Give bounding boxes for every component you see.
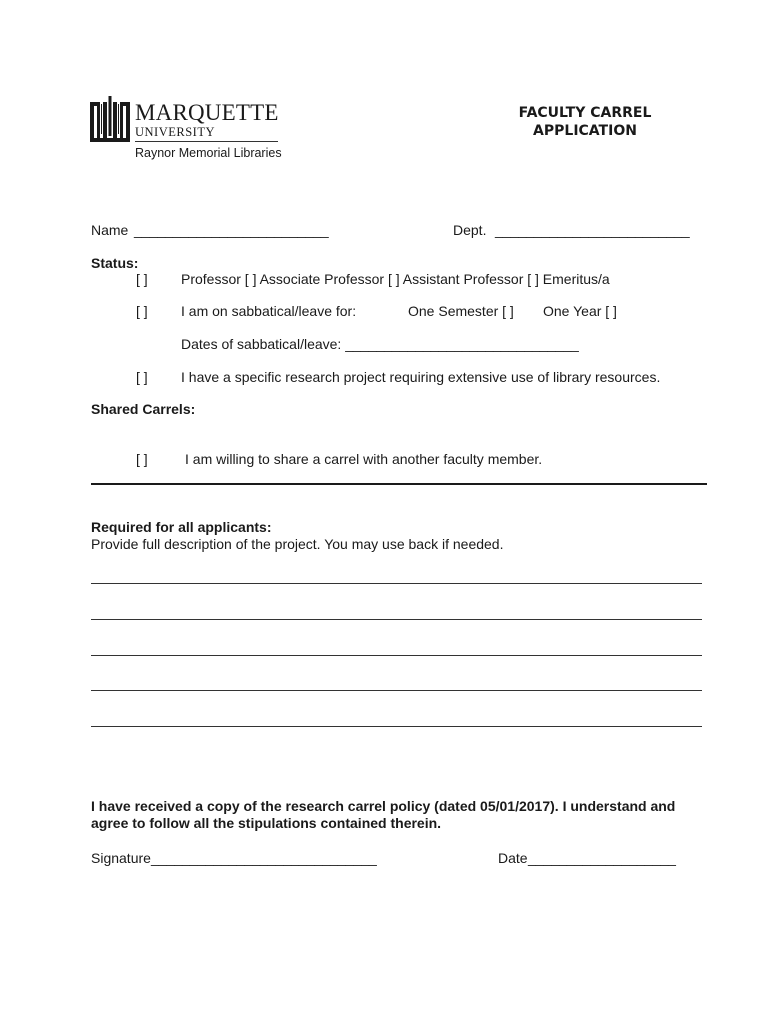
required-instruction: Provide full description of the project. You may use back if needed. — [91, 536, 504, 552]
rank-options[interactable]: Professor [ ] Associate Professor [ ] Assistant Professor [ ] Emeritus/a — [181, 271, 610, 287]
section-divider — [91, 483, 707, 485]
share-checkbox[interactable]: [ ] — [136, 451, 148, 467]
description-line[interactable] — [91, 690, 702, 691]
dept-field[interactable]: _________________________ — [495, 222, 690, 238]
logo-wordmark: MARQUETTE — [135, 100, 279, 125]
research-text: I have a specific research project requiring extensive use of library resources. — [181, 369, 661, 385]
name-field[interactable]: _________________________ — [134, 222, 329, 238]
one-year-option[interactable]: One Year [ ] — [543, 303, 617, 319]
required-heading: Required for all applicants: — [91, 519, 272, 535]
one-semester-option[interactable]: One Semester [ ] — [408, 303, 514, 319]
sabbatical-text: I am on sabbatical/leave for: — [181, 303, 357, 319]
description-line[interactable] — [91, 583, 702, 584]
shared-carrels-heading: Shared Carrels: — [91, 401, 196, 417]
research-checkbox[interactable]: [ ] — [136, 369, 148, 385]
logo-subtitle: UNIVERSITY — [135, 125, 215, 139]
sabbatical-checkbox[interactable]: [ ] — [136, 303, 148, 319]
signature-label: Signature — [91, 850, 151, 866]
form-title-line2: APPLICATION — [533, 123, 637, 139]
policy-statement-line2: agree to follow all the stipulations contained therein. — [91, 815, 442, 831]
share-text: I am willing to share a carrel with another faculty member. — [185, 451, 543, 467]
form-title-line1: FACULTY CARREL — [518, 105, 652, 121]
logo-library-name: Raynor Memorial Libraries — [135, 146, 282, 160]
sabbatical-dates-field[interactable]: Dates of sabbatical/leave: ______________________________ — [181, 336, 579, 352]
marquette-logo — [90, 94, 290, 164]
date-label: Date — [498, 850, 528, 866]
name-label: Name — [91, 222, 129, 238]
description-line[interactable] — [91, 726, 702, 727]
policy-statement-line1: I have received a copy of the research carrel policy (dated 05/01/2017). I understand and — [91, 798, 676, 814]
description-line[interactable] — [91, 619, 702, 620]
logo-divider — [135, 141, 278, 142]
dept-label: Dept. — [453, 222, 487, 238]
rank-checkbox[interactable]: [ ] — [136, 271, 148, 287]
signature-field[interactable]: _____________________________ — [151, 850, 377, 866]
status-heading: Status: — [91, 255, 139, 271]
tower-emblem-icon — [90, 94, 130, 144]
form-title — [505, 104, 665, 140]
date-field[interactable]: ___________________ — [528, 850, 676, 866]
description-line[interactable] — [91, 655, 702, 656]
